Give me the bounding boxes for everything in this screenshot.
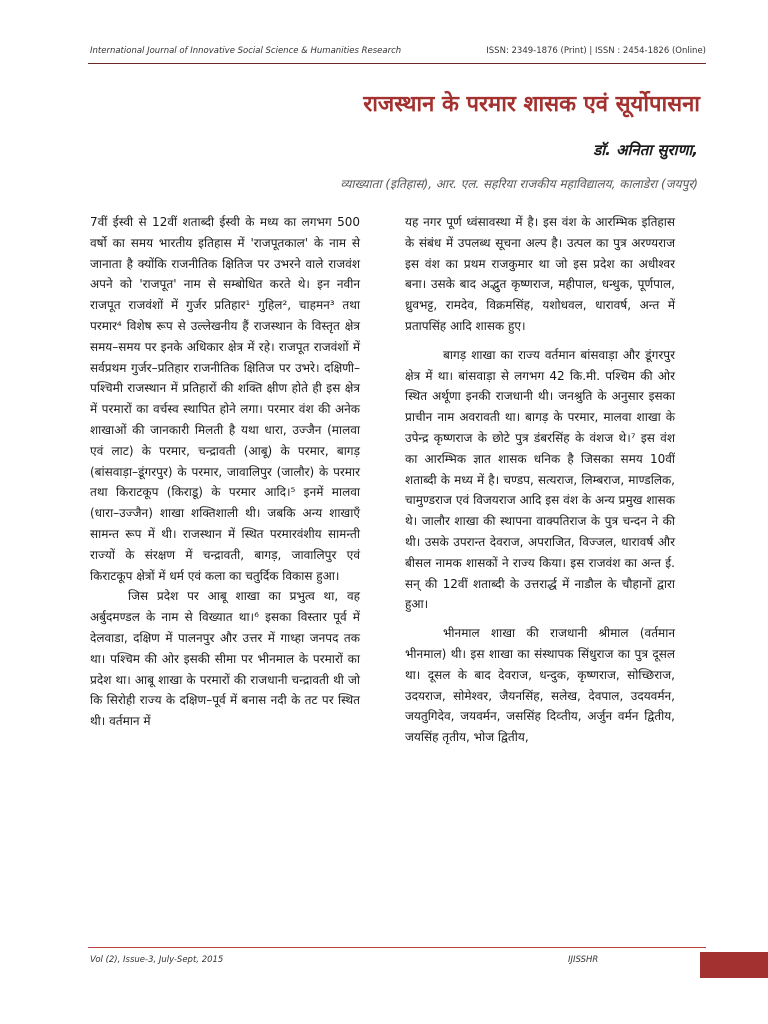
paragraph: भीनमाल शाखा की राजधानी श्रीमाल (वर्तमान भीनमाल) थी। इस शाखा का संस्थापक सिंधुराज का पुत्र दूसल था। दूसल के बाद देवराज, धन्दुक, कृष्णराज, सोच्छिराज, उदयराज, सोमेश्वर, जैयनसिंह, सलेख, देवपाल, उदयवर्मन, जयतुगिदेव, जयवर्मन, जससिंह दिव्तीय, अर्जुन वर्मन द्वितीय, जयसिंह तृतीय, भोज द्वितीय, [405, 626, 675, 745]
right-column [405, 212, 675, 748]
journal-code: IJISSHR [568, 955, 599, 965]
paragraph: जिस प्रदेश पर आबू शाखा का प्रभुत्व था, वह अर्बुदमण्डल के नाम से विख्यात था।⁶ इसका विस्तार पूर्व में देलवाडा, दक्षिण में पालनपुर और उत्तर में गाध्हा जनपद तक था। पश्चिम की ओर इसकी सीमा पर भीनमाल के परमारों का प्रदेश था। आबू शाखा के परमारों की राजधानी चन्द्रावती थी जो कि सिरोही राज्य के दक्षिण–पूर्व में बनास नदी के तट पर स्थित थी। वर्तमान में [90, 589, 360, 729]
paragraph: यह नगर पूर्ण ध्वंसावस्था में है। इस वंश के आरम्भिक इतिहास के संबंध में उपलब्ध सूचना अल्प है। उत्पल का पुत्र अरण्यराज इस वंश का प्रथम राजकुमार था जो इस प्रदेश का अधीश्वर बना। उसके बाद अद्भुत कृष्णराज, महीपाल, धन्धुक, पूर्णपाल, ध्रुवभट्ट, रामदेव, विक्रमसिंह, यशोधवल, धारावर्ष, अन्त में प्रतापसिंह आदि शासक हुए। [405, 215, 675, 333]
issn: ISSN: 2349-1876 (Print) | ISSN : 2454-1826 (Online) [486, 46, 706, 56]
article-title: राजस्थान के परमार शासक एवं सूर्योपासना [363, 92, 700, 117]
footer-accent-bar [700, 952, 768, 978]
journal-name: International Journal of Innovative Social Science & Humanities Research [90, 46, 402, 56]
author-affiliation: व्याख्याता (इतिहास), आर. एल. सहरिया राजकीय महाविद्यालय, कालाडेरा (जयपुर) [340, 177, 698, 191]
header-divider [88, 63, 706, 64]
paragraph: बागड़ शाखा का राज्य वर्तमान बांसवाड़ा और डूंगरपुर क्षेत्र में था। बांसवाड़ा से लगभग 42 कि.मी. पश्चिम की ओर स्थित अर्थूणा इनकी राजधानी थी। जनश्रुति के अनुसार इसका प्राचीन नाम अवरावती था। बागड़ के परमार, मालवा शाखा के उपेन्द्र कृष्णराज के छोटे पुत्र डंबरसिंह के वंशज थे।⁷ इस वंश का आरम्भिक ज्ञात शासक धनिक है जिसका समय 10वीं शताब्दी के मध्य में है। चण्डप, सत्यराज, लिम्बराज, माण्डलिक, चामुण्डराज एवं विजयराज आदि इस वंश के अन्य प्रमुख शासक थे। जालौर शाखा की स्थापना वाक्पतिराज के पुत्र चन्दन ने की थी। उसके उपरान्त देवराज, अपराजित, विज्जल, धारावर्ष और बीसल नामक शासकों ने राज्य किया। इस राजवंश का अन्त ई. सन् की 12वीं शताब्दी के उत्तरार्द्ध में नाडौल के चौहानों द्वारा हुआ। [405, 347, 675, 612]
paragraph: 7वीं ईस्वी से 12वीं शताब्दी ईस्वी के मध्य का लगभग 500 वर्षो का समय भारतीय इतिहास में 'राजपूतकाल' के नाम से जानाता है क्योंकि राजनीतिक क्षितिज पर उभरने वाले राजवंश अपने को 'राजपूत' नाम से सम्बोधित करते थे। इन नवीन राजपूत राजवंशों में गुर्जर प्रतिहार¹ गुहिल², चाहमन³ तथा परमार⁴ विशेष रूप से उल्लेखनीय हैं राजस्थान के विस्तृत क्षेत्र समय–समय पर इनके अधिकार क्षेत्र में रहे। राजपूत राजवंशों में सर्वप्रथम गुर्जर–प्रतिहार राजनीतिक क्षितिज पर उभरे। दक्षिणी–पश्चिमी राजस्थान में प्रतिहारों की शक्ति क्षीण होते ही इस क्षेत्र में परमारों का वर्चस्व स्थापित होने लगा। परमार वंश की अनेक शाखाओं की जानकारी मिलती है यथा धारा, उज्जैन (मालवा एवं लाट) के परमार, चन्द्रावती (आबू) के परमार, बागड़ (बांसवाड़ा–डूंगरपुर) के परमार, जावालिपुर (जालौर) के परमार तथा किराटकूप (किराडू) के परमार आदि।⁵ इनमें मालवा (धारा–उज्जैन) शाखा शक्तिशाली थी। जबकि अन्य शाखाएँ सामन्त रूप में थी। राजस्थान में स्थित परमारवंशीय सामन्ती राज्यों के संरक्षण में चन्द्रावती, बागड़, जावालिपुर एवं किराटकूप क्षेत्रों में धर्म एवं कला का चतुर्दिक विकास हुआ। [90, 215, 360, 583]
author-name: डॉ. अनिता सुराणा, [593, 141, 698, 159]
left-column [90, 212, 360, 732]
volume-info: Vol (2), Issue-3, July-Sept, 2015 [90, 955, 224, 965]
footer-divider [88, 947, 706, 948]
